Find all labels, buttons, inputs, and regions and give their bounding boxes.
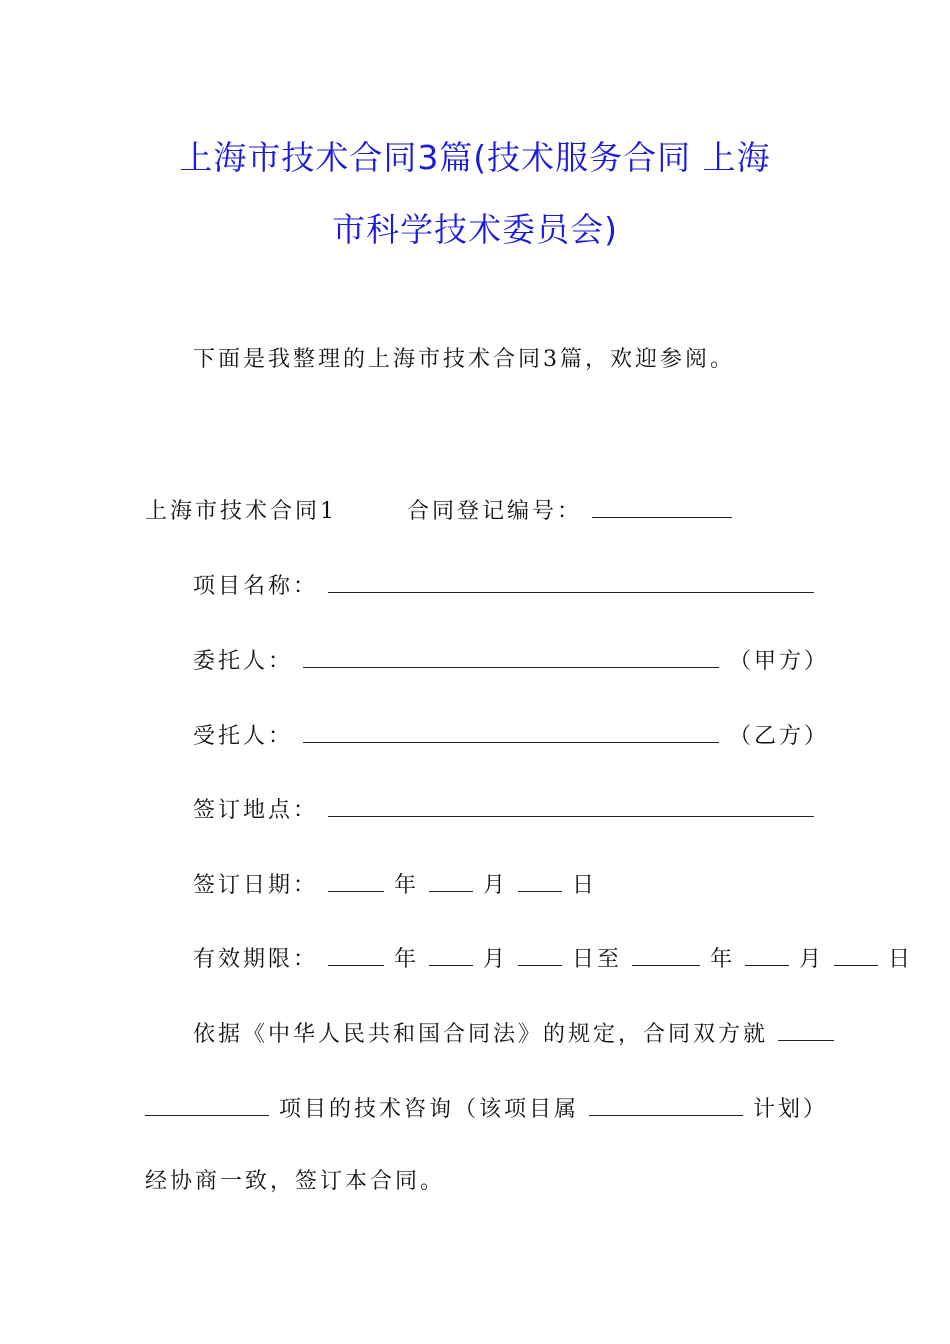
period-start-year-blank[interactable] bbox=[328, 943, 384, 966]
trustee-blank[interactable] bbox=[303, 720, 719, 743]
period-end-month-blank[interactable] bbox=[745, 943, 789, 966]
period-start-month-label: 月 bbox=[483, 947, 509, 972]
contract-heading: 上海市技术合同1 bbox=[145, 499, 337, 524]
basis-blank[interactable] bbox=[778, 1018, 834, 1041]
period-label: 有效期限： bbox=[193, 947, 319, 972]
period-end-year-label: 年 bbox=[710, 947, 736, 972]
client-party: （甲方） bbox=[729, 649, 830, 674]
agreement-row bbox=[145, 1167, 445, 1197]
date-day-blank[interactable] bbox=[518, 869, 562, 892]
plan-text: 计划） bbox=[753, 1097, 829, 1122]
date-month-label: 月 bbox=[483, 873, 509, 898]
period-end-year-blank[interactable] bbox=[632, 943, 700, 966]
trustee-label: 受托人： bbox=[193, 724, 294, 749]
period-to-label: 日至 bbox=[572, 947, 623, 972]
project-name-label: 项目名称： bbox=[193, 574, 319, 599]
project-name-blank[interactable] bbox=[328, 570, 814, 593]
period-row bbox=[193, 943, 913, 975]
project-name-row bbox=[193, 570, 814, 602]
title-line-1: 上海市技术合同3篇(技术服务合同 上海 bbox=[179, 138, 771, 177]
agreement-text: 经协商一致，签订本合同。 bbox=[145, 1169, 446, 1194]
client-label: 委托人： bbox=[193, 649, 294, 674]
registration-label: 合同登记编号： bbox=[407, 499, 583, 524]
client-blank[interactable] bbox=[303, 645, 719, 668]
date-label: 签订日期： bbox=[193, 873, 319, 898]
date-year-blank[interactable] bbox=[328, 869, 384, 892]
period-start-month-blank[interactable] bbox=[429, 943, 473, 966]
basis-row bbox=[193, 1018, 834, 1050]
period-end-month-label: 月 bbox=[799, 947, 825, 972]
period-start-day-blank[interactable] bbox=[518, 943, 562, 966]
intro-paragraph: 下面是我整理的上海市技术合同3篇，欢迎参阅。 bbox=[193, 347, 735, 372]
period-end-day-blank[interactable] bbox=[834, 943, 878, 966]
consult-project-text: 项目的技术咨询（该项目属 bbox=[279, 1097, 580, 1122]
plan-blank[interactable] bbox=[589, 1093, 743, 1116]
registration-blank[interactable] bbox=[592, 495, 732, 518]
client-row bbox=[193, 645, 829, 677]
project-consult-row bbox=[145, 1093, 828, 1125]
consult-project-blank[interactable] bbox=[145, 1093, 269, 1116]
place-blank[interactable] bbox=[328, 794, 814, 817]
trustee-row bbox=[193, 720, 829, 752]
place-label: 签订地点： bbox=[193, 798, 319, 823]
trustee-party: （乙方） bbox=[729, 724, 830, 749]
date-month-blank[interactable] bbox=[429, 869, 473, 892]
basis-text: 依据《中华人民共和国合同法》的规定，合同双方就 bbox=[193, 1022, 769, 1047]
date-row bbox=[193, 869, 597, 901]
date-year-label: 年 bbox=[394, 873, 420, 898]
place-row bbox=[193, 794, 814, 826]
title-line-2: 市科学技术委员会) bbox=[332, 210, 618, 249]
contract-heading-row bbox=[145, 495, 732, 527]
period-start-year-label: 年 bbox=[394, 947, 420, 972]
date-day-label: 日 bbox=[572, 873, 598, 898]
period-end-day-label: 日 bbox=[888, 947, 914, 972]
